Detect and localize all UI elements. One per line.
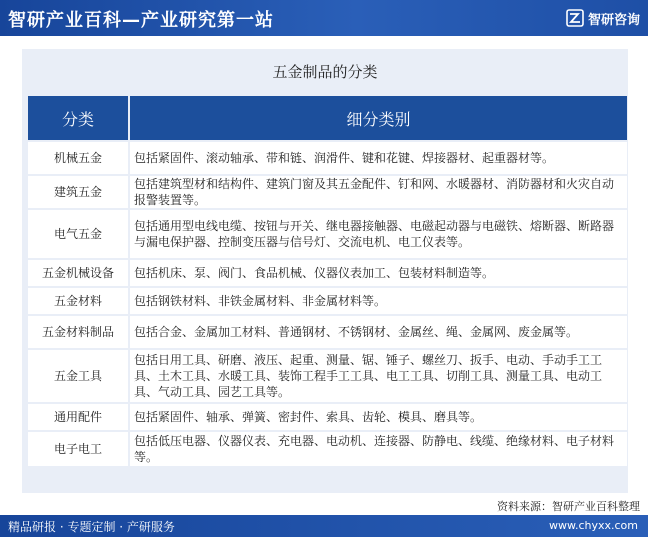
table-row — [28, 316, 627, 348]
category-cell: 电气五金 — [28, 210, 128, 258]
table-row — [28, 176, 627, 208]
detail-cell: 包括紧固件、滚动轴承、带和链、润滑件、键和花键、焊接器材、起重器材等。 — [130, 142, 627, 174]
brand[interactable] — [566, 8, 640, 28]
site-title: 智研产业百科—产业研究第一站 — [8, 10, 274, 31]
table-row — [28, 260, 627, 286]
table-header-row — [28, 96, 627, 140]
category-cell: 建筑五金 — [28, 176, 128, 208]
source-url[interactable]: www.chyxx.com — [548, 519, 638, 532]
brand-name: 智研咨询 — [587, 12, 640, 28]
header-bar — [0, 0, 648, 36]
category-cell: 五金材料 — [28, 288, 128, 314]
table-row — [28, 210, 627, 258]
detail-cell: 包括通用型电线电缆、按钮与开关、继电器接触器、电磁起动器与电磁铁、熔断器、断路器与漏电保护器、控制变压器与信号灯、交流电机、电工仪表等。 — [130, 210, 627, 258]
table-row — [28, 142, 627, 174]
table-row — [28, 350, 627, 402]
table-title: 五金制品的分类 — [272, 62, 378, 81]
classification-table — [28, 96, 627, 466]
detail-cell: 包括合金、金属加工材料、普通钢材、不锈钢材、金属丝、绳、金属网、废金属等。 — [130, 316, 627, 348]
column-header-category: 分类 — [28, 96, 128, 140]
source-label: 资料来源：智研产业百科整理 — [497, 500, 640, 513]
footer-bar — [0, 515, 648, 537]
footer-slogan: 精品研报 · 专题定制 · 产研服务 — [8, 520, 175, 534]
table-row — [28, 432, 627, 466]
table-row — [28, 288, 627, 314]
category-cell: 五金机械设备 — [28, 260, 128, 286]
source-note — [0, 500, 640, 514]
category-cell: 通用配件 — [28, 404, 128, 430]
category-cell: 机械五金 — [28, 142, 128, 174]
category-cell: 电子电工 — [28, 432, 128, 466]
detail-cell: 包括日用工具、研磨、液压、起重、测量、锯、锤子、螺丝刀、扳手、电动、手动手工工具、土木工具、水暖工具、装饰工程手工工具、电工工具、切削工具、测量工具、电动工具、气动工具、园艺工具等。 — [130, 350, 627, 402]
detail-cell: 包括低压电器、仪器仪表、充电器、电动机、连接器、防静电、线缆、绝缘材料、电子材料等。 — [130, 432, 627, 466]
detail-cell: 包括钢铁材料、非铁金属材料、非金属材料等。 — [130, 288, 627, 314]
detail-cell: 包括紧固件、轴承、弹簧、密封件、索具、齿轮、模具、磨具等。 — [130, 404, 627, 430]
table-row — [28, 404, 627, 430]
detail-cell: 包括机床、泵、阀门、食品机械、仪器仪表加工、包装材料制造等。 — [130, 260, 627, 286]
category-cell: 五金工具 — [28, 350, 128, 402]
column-header-detail: 细分类别 — [130, 96, 627, 140]
zhiyan-logo-icon — [566, 9, 584, 27]
category-cell: 五金材料制品 — [28, 316, 128, 348]
detail-cell: 包括建筑型材和结构件、建筑门窗及其五金配件、钉和网、水暖器材、消防器材和火灾自动报警装置等。 — [130, 176, 627, 208]
